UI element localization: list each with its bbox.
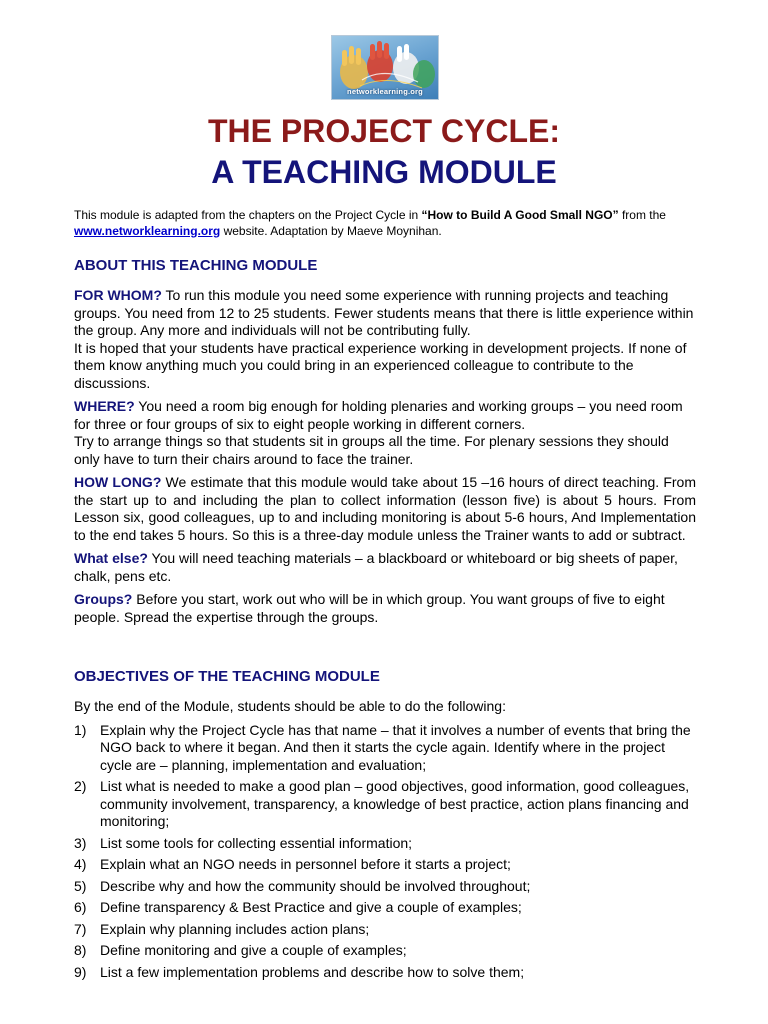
networklearning-logo: [331, 35, 439, 100]
objective-item: [74, 778, 696, 831]
objective-text: List some tools for collecting essential information;: [100, 834, 413, 851]
book-title: “How to Build A Good Small NGO”: [421, 208, 619, 222]
objective-text: Explain what an NGO needs in personnel before it starts a project;: [100, 856, 511, 872]
objective-number: 9): [74, 963, 87, 980]
objective-number: 1): [74, 721, 87, 738]
how-long-label: HOW LONG?: [74, 474, 162, 490]
for-whom-text: To run this module you need some experience with running projects and teaching groups. You need from 12 to 25 students. Fewer students means that there is little experience within the group. Any more and individuals will not be contributing fully.: [74, 287, 694, 338]
objective-number: 7): [74, 920, 87, 937]
objective-text: List what is needed to make a good plan – good objectives, good information, good colleagues, community involvement, transparency, a knowledge of best practice, action plans financing and monitoring;: [100, 778, 690, 829]
objective-text: List a few implementation problems and describe how to solve them;: [100, 963, 525, 980]
objective-number: 2): [74, 778, 87, 794]
objectives-list: [74, 722, 696, 982]
about-heading: ABOUT THIS TEACHING MODULE: [74, 257, 318, 274]
where-paragraph: [74, 398, 696, 468]
objective-item: [74, 856, 696, 874]
objective-item: [74, 964, 696, 982]
intro-from: from the: [618, 208, 666, 222]
intro-paragraph: [74, 208, 714, 239]
for-whom-paragraph: [74, 287, 696, 392]
objective-number: 5): [74, 877, 87, 894]
what-else-label: What else?: [74, 550, 148, 566]
what-else-paragraph: [74, 550, 696, 585]
objectives-heading: OBJECTIVES OF THE TEACHING MODULE: [74, 668, 380, 685]
about-section: [74, 287, 696, 632]
objective-item: [74, 899, 696, 917]
where-text-2: Try to arrange things so that students sit in groups all the time. For plenary sessions they should only have to turn their chairs around to face the trainer.: [74, 433, 669, 467]
objective-number: 4): [74, 856, 87, 872]
objective-number: 8): [74, 942, 87, 958]
page-subtitle: A TEACHING MODULE: [211, 154, 557, 190]
objective-item: [74, 722, 696, 775]
how-long-paragraph: [74, 474, 696, 544]
objective-text: Explain why planning includes action plans;: [100, 920, 370, 937]
how-long-text: We estimate that this module would take about 15 –16 hours of direct teaching. From the start up to and including the plan to collect information (lesson five) is about 5 hours. From Lesson six, good colleagues, up to and including monitoring is about 5-6 hours, And Implementation to the end takes 5 hours. So this is a three-day module unless the Trainer wants to add or subtract.: [74, 474, 696, 543]
for-whom-text-2: It is hoped that your students have practical experience working in development projects. If none of them know anything much you could bring in an experienced colleague to contribute to the discussions.: [74, 339, 687, 391]
for-whom-label: FOR WHOM?: [74, 287, 162, 303]
objective-text: Define monitoring and give a couple of examples;: [100, 942, 407, 958]
where-label: WHERE?: [74, 398, 135, 414]
intro-suffix: website. Adaptation by Maeve Moynihan.: [220, 223, 442, 238]
intro-prefix: This module is adapted from the chapters on the Project Cycle in: [74, 208, 422, 222]
objectives-intro: By the end of the Module, students should be able to do the following:: [74, 698, 506, 714]
groups-paragraph: [74, 591, 696, 626]
objective-item: [74, 878, 696, 896]
objective-text: Define transparency & Best Practice and give a couple of examples;: [100, 899, 522, 915]
page-title: THE PROJECT CYCLE:: [207, 113, 561, 149]
objective-text: Describe why and how the community should be involved throughout;: [100, 877, 531, 894]
objective-number: 6): [74, 899, 87, 915]
objective-text: Explain why the Project Cycle has that name – that it involves a number of events that bring the NGO back to where it began. And then it starts the cycle again. Identify where in the project cycle are – planning, implementation and evaluation;: [100, 721, 691, 773]
objectives-section: [74, 698, 696, 985]
objective-item: [74, 835, 696, 853]
logo-text: networklearning.org: [347, 87, 423, 96]
where-text: You need a room big enough for holding plenaries and working groups – you need room for three or four groups of six to eight people working in different corners.: [74, 398, 683, 432]
groups-label: Groups?: [74, 591, 133, 607]
objective-item: [74, 942, 696, 960]
groups-text: Before you start, work out who will be in which group. You want groups of five to eight people. Spread the expertise through the groups.: [74, 591, 665, 625]
objective-number: 3): [74, 834, 87, 851]
what-else-text: You will need teaching materials – a blackboard or whiteboard or big sheets of paper, chalk, pens etc.: [74, 550, 678, 584]
objective-item: [74, 921, 696, 939]
networklearning-link[interactable]: www.networklearning.org: [74, 223, 221, 238]
